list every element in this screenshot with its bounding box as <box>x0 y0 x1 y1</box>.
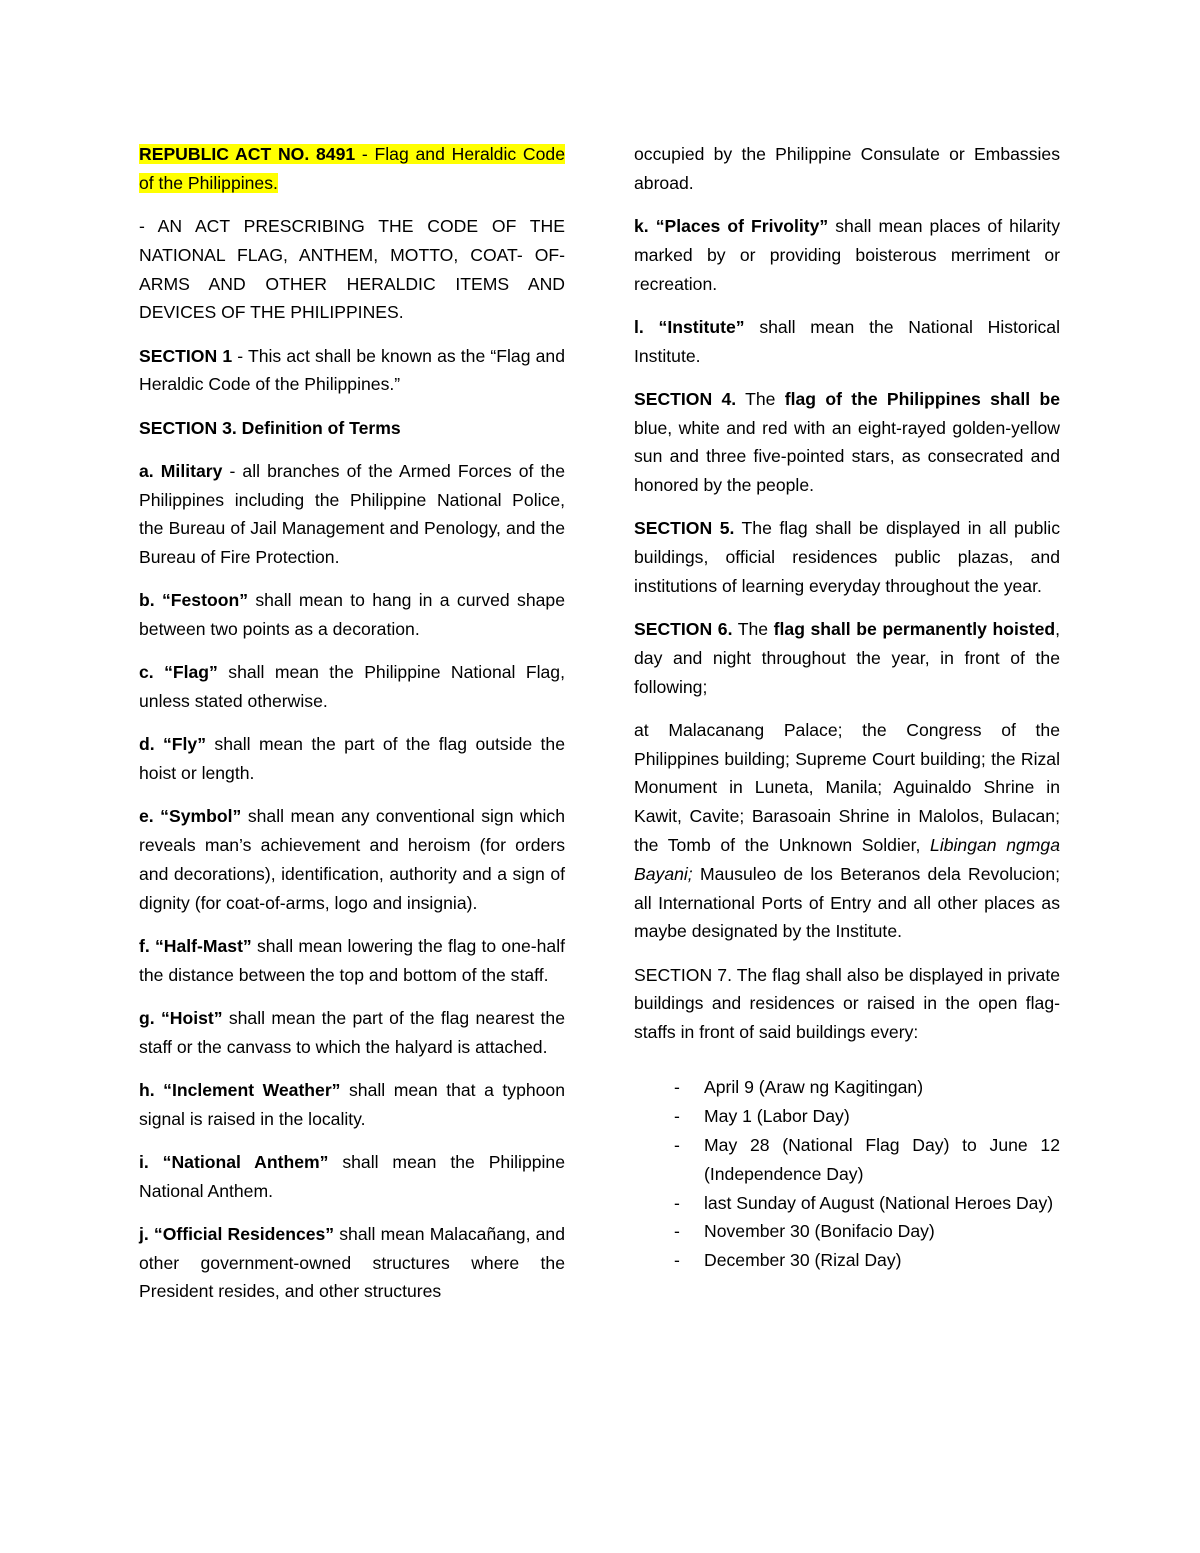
list-item: - May 28 (National Flag Day) to June 12 (Independence Day) <box>634 1131 1060 1189</box>
term-label: g. “Hoist” <box>139 1007 223 1028</box>
dash-bullet: - <box>674 1077 680 1098</box>
list-item: - December 30 (Rizal Day) <box>634 1246 1060 1275</box>
term-k <box>634 212 1060 298</box>
act-name: - Flag and Heraldic Code of the Philippines. <box>139 144 565 193</box>
term-label: a. Military <box>139 460 223 481</box>
act-title <box>139 140 565 198</box>
term-label: h. “Inclement Weather” <box>139 1079 341 1100</box>
term-j <box>139 1220 565 1306</box>
section-6-bold: flag shall be permanently hoisted <box>773 619 1056 640</box>
right-column <box>634 140 1060 1275</box>
section-1-text: - This act shall be known as the “Flag and Heraldic Code of the Philippines.” <box>139 345 566 395</box>
term-label: f. “Half-Mast” <box>139 935 252 956</box>
list-item: - April 9 (Araw ng Kagitingan) <box>634 1073 1060 1102</box>
left-column <box>139 140 565 1321</box>
list-item: - May 1 (Labor Day) <box>634 1102 1060 1131</box>
term-definition: shall mean the National Historical Institute. <box>634 316 1060 366</box>
section-4-label: SECTION 4. <box>634 388 737 409</box>
term-label: j. “Official Residences” <box>139 1223 335 1244</box>
term-label: k. “Places of Frivolity” <box>634 215 829 236</box>
term-f <box>139 932 565 990</box>
section-5: SECTION 5. The flag shall be displayed in all public buildings, official residences public plazas, and institutions of learning everyday throughout the year. <box>634 518 1061 596</box>
dash-bullet: - <box>674 1250 680 1271</box>
list-item: - last Sunday of August (National Heroes Day) <box>634 1189 1060 1218</box>
section-6-places: at Malacanang Palace; the Congress of the Philippines building; Supreme Court building; the Rizal Monument in Luneta, Manila; Aguinaldo Shrine in Kawit, Cavite; Barasoain Shrine in Malolos, Bulacan; the Tomb of the Unknown Soldier, Libingan ngmga Bayani; Mausuleo de los Beteranos dela Revolucion; all International Ports of Entry and all other places as maybe designated by the Institute. <box>634 719 1060 942</box>
term-definition: shall mean places of hilarity marked by or providing boisterous merriment or recreation. <box>634 215 1060 294</box>
dash-bullet: - <box>674 1135 680 1156</box>
term-l <box>634 313 1060 371</box>
title-highlight <box>139 144 565 193</box>
section-4: SECTION 4. The flag of the Philippines shall be blue, white and red with an eight-rayed golden-yellow sun and three five-pointed stars, as consecrated and honored by the people. <box>634 388 1060 496</box>
section-6: SECTION 6. The flag shall be permanently hoisted, day and night throughout the year, in front of the following; <box>634 619 1060 697</box>
date-list <box>634 1073 1060 1275</box>
dash-bullet: - <box>674 1106 680 1127</box>
act-number: REPUBLIC ACT NO. 8491 <box>139 144 356 164</box>
term-definition: shall mean that a typhoon signal is raised in the locality. <box>139 1079 565 1129</box>
term-definition: - all branches of the Armed Forces of the Philippines including the Philippine National Police, the Bureau of Jail Management and Penology, and the Bureau of Fire Protection. <box>139 460 565 568</box>
term-c <box>139 658 565 716</box>
term-definition: shall mean lowering the flag to one-half the distance between the top and bottom of the staff. <box>139 935 565 985</box>
term-definition: shall mean the part of the flag nearest the staff or the canvass to which the halyard is attached. <box>139 1007 565 1057</box>
term-definition: shall mean any conventional sign which reveals man’s achievement and heroism (for orders and decorations), identification, authority and a sign of dignity (for coat-of-arms, logo and insignia). <box>139 806 565 913</box>
section-3-heading: SECTION 3. Definition of Terms <box>139 417 401 438</box>
list-item: - November 30 (Bonifacio Day) <box>634 1217 1060 1246</box>
section-5-label: SECTION 5. <box>634 518 735 539</box>
dash-bullet: - <box>674 1192 680 1213</box>
term-e <box>139 802 565 917</box>
term-b <box>139 586 565 644</box>
term-definition: shall mean the Philippine National Flag, unless stated otherwise. <box>139 662 565 712</box>
act-subtitle: - AN ACT PRESCRIBING THE CODE OF THE NATIONAL FLAG, ANTHEM, MOTTO, COAT- OF-ARMS AND OTHER HERALDIC ITEMS AND DEVICES OF THE PHILIPPINES. <box>139 215 565 323</box>
term-definition: shall mean the Philippine National Anthem. <box>139 1151 565 1201</box>
term-label: b. “Festoon” <box>139 590 248 611</box>
term-d <box>139 730 565 788</box>
term-label: i. “National Anthem” <box>139 1151 329 1172</box>
term-h <box>139 1076 565 1134</box>
term-j-continuation: occupied by the Philippine Consulate or Embassies abroad. <box>634 144 1060 193</box>
section-1-label: SECTION 1 <box>139 345 233 366</box>
term-label: l. “Institute” <box>634 316 745 337</box>
term-definition: shall mean to hang in a curved shape between two points as a decoration. <box>139 590 565 640</box>
term-definition: shall mean the part of the flag outside the hoist or length. <box>139 734 565 784</box>
section-4-bold: flag of the Philippines shall be <box>784 388 1060 409</box>
term-i <box>139 1148 565 1206</box>
term-g <box>139 1004 565 1062</box>
term-label: e. “Symbol” <box>139 806 242 827</box>
section-1 <box>139 342 565 400</box>
section-7-label: SECTION 7. <box>634 964 732 985</box>
libingan-italic: Libingan ngmga Bayani; <box>634 835 1060 884</box>
term-definition: shall mean Malacañang, and other government-owned structures where the President resides, and other structures <box>139 1223 565 1302</box>
section-7: SECTION 7. The flag shall also be displayed in private buildings and residences or raised in the open flag- staffs in front of said buildings every: <box>634 964 1060 1043</box>
dash-bullet: - <box>674 1221 680 1242</box>
term-label: d. “Fly” <box>139 734 207 755</box>
section-6-label: SECTION 6. <box>634 619 733 640</box>
term-a <box>139 457 565 572</box>
term-label: c. “Flag” <box>139 662 218 683</box>
